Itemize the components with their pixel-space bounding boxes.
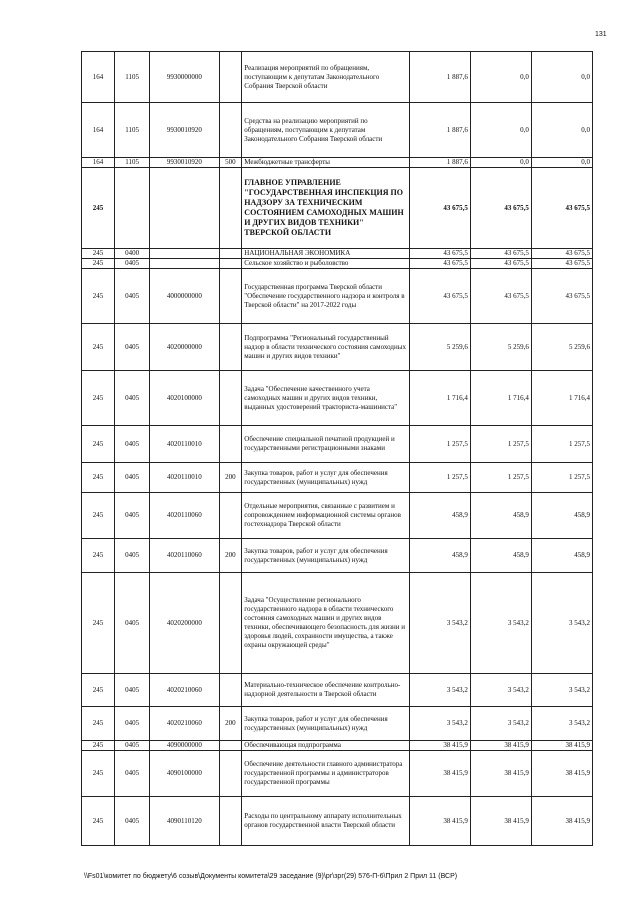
cell-department-code: 245 [82, 751, 115, 797]
cell-department-code: 164 [82, 52, 115, 103]
cell-section-code [115, 168, 150, 249]
cell-target-article: 4020100000 [150, 371, 219, 426]
cell-amount-year-1: 3 543,2 [409, 573, 470, 674]
cell-expense-type [219, 52, 242, 103]
cell-expense-type [219, 324, 242, 371]
table-row [82, 741, 593, 751]
cell-amount-year-3: 1 257,5 [531, 463, 592, 493]
cell-amount-year-3: 458,9 [531, 493, 592, 539]
cell-section-code: 1105 [115, 158, 150, 168]
cell-section-code: 0405 [115, 463, 150, 493]
cell-expense-type [219, 426, 242, 463]
cell-amount-year-2: 1 716,4 [470, 371, 531, 426]
cell-amount-year-1: 43 675,5 [409, 259, 470, 269]
footer-file-path: \\Fs01\комитет по бюджету\6 созыв\Документы комитета\29 заседание (9)\рг\зрг(29) 576-П-6\Прил 2 Прил 11 (ВСР) [84, 873, 458, 880]
cell-expense-type: 200 [219, 539, 242, 573]
cell-name: Обеспечение специальной печатной продукцией и государственными регистрационными знаками [242, 426, 410, 463]
cell-amount-year-2: 43 675,5 [470, 269, 531, 324]
table-row [82, 269, 593, 324]
budget-table [81, 51, 593, 846]
cell-target-article [150, 249, 219, 259]
cell-expense-type [219, 103, 242, 158]
cell-amount-year-3: 38 415,9 [531, 741, 592, 751]
cell-expense-type [219, 751, 242, 797]
cell-target-article: 4020110010 [150, 426, 219, 463]
cell-name: Реализация мероприятий по обращениям, поступающим к депутатам Законодательного Собрания Тверской области [242, 52, 410, 103]
cell-target-article: 4090100000 [150, 751, 219, 797]
cell-name: ГЛАВНОЕ УПРАВЛЕНИЕ "ГОСУДАРСТВЕННАЯ ИНСПЕКЦИЯ ПО НАДЗОРУ ЗА ТЕХНИЧЕСКИМ СОСТОЯНИЕМ САМОХОДНЫХ МАШИН И ДРУГИХ ВИДОВ ТЕХНИКИ" ТВЕРСКОЙ ОБЛАСТИ [242, 168, 410, 249]
budget-table-body [82, 52, 593, 846]
cell-amount-year-1: 3 543,2 [409, 674, 470, 707]
table-row [82, 573, 593, 674]
cell-target-article: 4090110120 [150, 797, 219, 846]
cell-name: Закупка товаров, работ и услуг для обеспечения государственных (муниципальных) нужд [242, 463, 410, 493]
cell-amount-year-3: 0,0 [531, 158, 592, 168]
cell-amount-year-1: 1 257,5 [409, 463, 470, 493]
table-row [82, 168, 593, 249]
table-row [82, 103, 593, 158]
cell-expense-type [219, 269, 242, 324]
cell-amount-year-1: 1 257,5 [409, 426, 470, 463]
cell-name: Задача "Обеспечение качественного учета самоходных машин и других видов техники, выданных удостоверений тракториста-машиниста" [242, 371, 410, 426]
cell-amount-year-1: 38 415,9 [409, 741, 470, 751]
cell-amount-year-3: 3 543,2 [531, 707, 592, 741]
cell-department-code: 245 [82, 573, 115, 674]
cell-amount-year-2: 38 415,9 [470, 751, 531, 797]
cell-department-code: 245 [82, 269, 115, 324]
cell-section-code: 0405 [115, 539, 150, 573]
cell-amount-year-3: 1 257,5 [531, 426, 592, 463]
cell-amount-year-1: 458,9 [409, 539, 470, 573]
cell-target-article: 4020110060 [150, 539, 219, 573]
cell-expense-type [219, 674, 242, 707]
cell-department-code: 245 [82, 259, 115, 269]
cell-expense-type: 200 [219, 463, 242, 493]
cell-section-code: 0405 [115, 674, 150, 707]
cell-target-article: 4020210060 [150, 674, 219, 707]
cell-expense-type [219, 168, 242, 249]
table-row [82, 426, 593, 463]
cell-target-article: 4020110010 [150, 463, 219, 493]
cell-section-code: 1105 [115, 103, 150, 158]
cell-amount-year-2: 458,9 [470, 493, 531, 539]
cell-section-code: 0405 [115, 324, 150, 371]
cell-expense-type [219, 741, 242, 751]
cell-amount-year-2: 5 259,6 [470, 324, 531, 371]
cell-amount-year-1: 458,9 [409, 493, 470, 539]
cell-target-article: 4020210060 [150, 707, 219, 741]
cell-amount-year-2: 1 257,5 [470, 426, 531, 463]
cell-amount-year-1: 38 415,9 [409, 797, 470, 846]
cell-department-code: 245 [82, 249, 115, 259]
cell-amount-year-3: 0,0 [531, 103, 592, 158]
cell-amount-year-1: 1 887,6 [409, 103, 470, 158]
table-row [82, 674, 593, 707]
cell-amount-year-3: 0,0 [531, 52, 592, 103]
cell-target-article [150, 259, 219, 269]
cell-department-code: 164 [82, 158, 115, 168]
cell-amount-year-1: 43 675,5 [409, 249, 470, 259]
cell-department-code: 245 [82, 324, 115, 371]
cell-amount-year-3: 3 543,2 [531, 674, 592, 707]
cell-section-code: 0405 [115, 259, 150, 269]
cell-name: Закупка товаров, работ и услуг для обеспечения государственных (муниципальных) нужд [242, 539, 410, 573]
table-row [82, 324, 593, 371]
cell-amount-year-1: 1 716,4 [409, 371, 470, 426]
cell-name: Сельское хозяйство и рыболовство [242, 259, 410, 269]
cell-name: Обеспечивающая подпрограмма [242, 741, 410, 751]
cell-section-code: 0405 [115, 493, 150, 539]
cell-target-article: 9930000000 [150, 52, 219, 103]
cell-department-code: 245 [82, 797, 115, 846]
cell-expense-type: 200 [219, 707, 242, 741]
cell-amount-year-1: 3 543,2 [409, 707, 470, 741]
cell-target-article [150, 168, 219, 249]
cell-department-code: 245 [82, 539, 115, 573]
cell-section-code: 0405 [115, 797, 150, 846]
cell-expense-type [219, 371, 242, 426]
cell-amount-year-3: 458,9 [531, 539, 592, 573]
table-row [82, 249, 593, 259]
cell-amount-year-1: 43 675,5 [409, 269, 470, 324]
cell-target-article: 4020200000 [150, 573, 219, 674]
table-row [82, 158, 593, 168]
cell-amount-year-2: 38 415,9 [470, 741, 531, 751]
cell-department-code: 245 [82, 371, 115, 426]
cell-section-code: 0405 [115, 426, 150, 463]
cell-section-code: 0405 [115, 751, 150, 797]
cell-amount-year-3: 43 675,5 [531, 249, 592, 259]
cell-expense-type [219, 797, 242, 846]
cell-section-code: 0405 [115, 741, 150, 751]
cell-target-article: 4020110060 [150, 493, 219, 539]
cell-amount-year-2: 458,9 [470, 539, 531, 573]
cell-name: Материально-техническое обеспечение контрольно-надзорной деятельности в Тверской области [242, 674, 410, 707]
cell-name: Обеспечение деятельности главного администратора государственной программы и администраторов государственной программы [242, 751, 410, 797]
cell-department-code: 245 [82, 493, 115, 539]
cell-amount-year-2: 0,0 [470, 52, 531, 103]
cell-department-code: 245 [82, 707, 115, 741]
table-row [82, 52, 593, 103]
cell-expense-type [219, 249, 242, 259]
cell-expense-type [219, 259, 242, 269]
table-row [82, 539, 593, 573]
cell-amount-year-3: 3 543,2 [531, 573, 592, 674]
cell-name: Подпрограмма "Региональный государственный надзор в области технического состояния самоходных машин и других видов техники" [242, 324, 410, 371]
cell-name: Межбюджетные трансферты [242, 158, 410, 168]
cell-name: НАЦИОНАЛЬНАЯ ЭКОНОМИКА [242, 249, 410, 259]
cell-department-code: 245 [82, 463, 115, 493]
cell-amount-year-2: 43 675,5 [470, 259, 531, 269]
cell-target-article: 9930010920 [150, 103, 219, 158]
cell-name: Закупка товаров, работ и услуг для обеспечения государственных (муниципальных) нужд [242, 707, 410, 741]
cell-name: Средства на реализацию мероприятий по обращениям, поступающим к депутатам Законодательного Собрания Тверской области [242, 103, 410, 158]
cell-amount-year-1: 1 887,6 [409, 158, 470, 168]
table-row [82, 493, 593, 539]
cell-amount-year-3: 43 675,5 [531, 168, 592, 249]
cell-amount-year-1: 43 675,5 [409, 168, 470, 249]
table-row [82, 371, 593, 426]
cell-expense-type [219, 573, 242, 674]
cell-amount-year-1: 1 887,6 [409, 52, 470, 103]
cell-amount-year-3: 38 415,9 [531, 797, 592, 846]
cell-target-article: 4090000000 [150, 741, 219, 751]
cell-target-article: 4020000000 [150, 324, 219, 371]
cell-amount-year-2: 1 257,5 [470, 463, 531, 493]
cell-amount-year-2: 3 543,2 [470, 573, 531, 674]
cell-amount-year-1: 38 415,9 [409, 751, 470, 797]
table-row [82, 259, 593, 269]
cell-name: Задача "Осуществление регионального государственного надзора в области технического состояния самоходных машин и других видов техники, обеспечивающего безопасность для жизни и здоровья людей, сохранности имущества, а также охраны окружающей среды" [242, 573, 410, 674]
cell-amount-year-2: 43 675,5 [470, 168, 531, 249]
cell-amount-year-3: 38 415,9 [531, 751, 592, 797]
cell-department-code: 164 [82, 103, 115, 158]
cell-amount-year-2: 0,0 [470, 158, 531, 168]
cell-target-article: 9930010920 [150, 158, 219, 168]
cell-department-code: 245 [82, 741, 115, 751]
cell-amount-year-2: 0,0 [470, 103, 531, 158]
cell-section-code: 0400 [115, 249, 150, 259]
cell-amount-year-1: 5 259,6 [409, 324, 470, 371]
cell-department-code: 245 [82, 426, 115, 463]
cell-expense-type: 500 [219, 158, 242, 168]
cell-amount-year-3: 43 675,5 [531, 269, 592, 324]
cell-target-article: 4000000000 [150, 269, 219, 324]
cell-name: Расходы по центральному аппарату исполнительных органов государственной власти Тверской области [242, 797, 410, 846]
table-row [82, 751, 593, 797]
cell-section-code: 1105 [115, 52, 150, 103]
cell-amount-year-3: 5 259,6 [531, 324, 592, 371]
cell-amount-year-2: 3 543,2 [470, 707, 531, 741]
cell-name: Отдельные мероприятия, связанные с развитием и сопровождением информационной системы органов гостехнадзора Тверской области [242, 493, 410, 539]
cell-expense-type [219, 493, 242, 539]
cell-section-code: 0405 [115, 573, 150, 674]
cell-amount-year-3: 43 675,5 [531, 259, 592, 269]
cell-name: Государственная программа Тверской области "Обеспечение государственного надзора и контроля в Тверской области" на 2017-2022 годы [242, 269, 410, 324]
cell-department-code: 245 [82, 674, 115, 707]
table-row [82, 707, 593, 741]
cell-amount-year-3: 1 716,4 [531, 371, 592, 426]
table-row [82, 463, 593, 493]
cell-amount-year-2: 43 675,5 [470, 249, 531, 259]
cell-section-code: 0405 [115, 371, 150, 426]
cell-section-code: 0405 [115, 707, 150, 741]
cell-amount-year-2: 38 415,9 [470, 797, 531, 846]
cell-section-code: 0405 [115, 269, 150, 324]
table-row [82, 797, 593, 846]
cell-amount-year-2: 3 543,2 [470, 674, 531, 707]
cell-department-code: 245 [82, 168, 115, 249]
page-number: 131 [595, 31, 607, 38]
